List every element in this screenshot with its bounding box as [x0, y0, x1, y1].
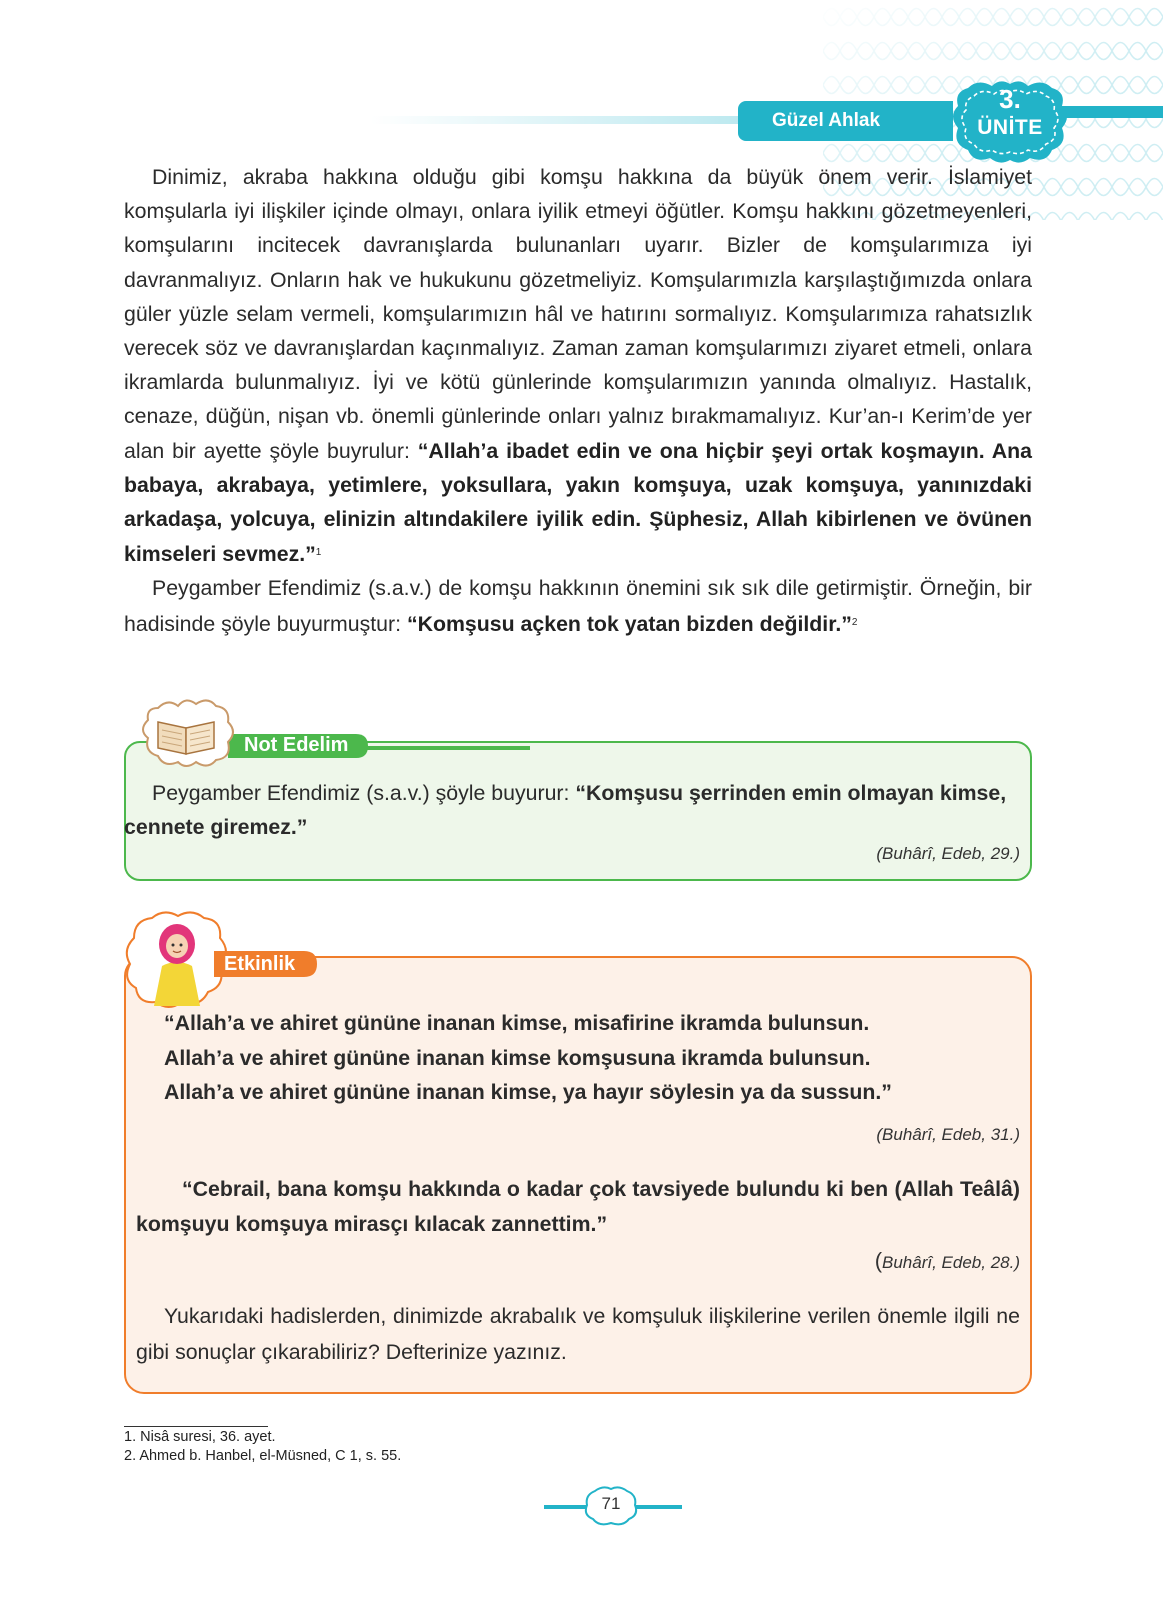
activity-quote-1: [164, 1006, 994, 1110]
activity-source-1: (Buhârî, Edeb, 31.): [876, 1125, 1020, 1144]
ayah-quote: “Allah’a ibadet edin ve ona hiçbir şeyi ortak koşmayın. Ana babaya, akrabaya, yetimlere, yoksullara, yakın komşuya, uzak komşuya, yanınızdaki arkadaşa, yolcuya, elinizin altındakilere iyilik edin. Şüphesiz, Allah kibirlenen ve övünen kimseleri sevmez.”: [124, 438, 1032, 567]
quote-1-line-2: Allah’a ve ahiret gününe inanan kimse komşusuna ikramda bulunsun.: [164, 1045, 871, 1070]
source-2-text: Buhârî, Edeb, 28.): [882, 1253, 1020, 1272]
footnote-1: 1. Nisâ suresi, 36. ayet.: [124, 1429, 276, 1445]
unit-number: 3.: [999, 84, 1021, 114]
open-book-icon: [138, 696, 238, 770]
body-text: [124, 160, 1032, 641]
note-text: [124, 776, 1030, 844]
question-text: Yukarıdaki hadislerden, dinimizde akrabalık ve komşuluk ilişkilerine verilen önemle ilgili ne gibi sonuçlar çıkarabiliriz? Defterinize yazınız.: [136, 1304, 1020, 1364]
footnote-2: 2. Ahmed b. Hanbel, el-Müsned, C 1, s. 55.: [124, 1448, 402, 1464]
quote-2-text: “Cebrail, bana komşu hakkında o kadar çok tavsiyede bulundu ki ben (Allah Teâlâ) komşuyu komşuya mirasçı kılacak zannettim.”: [136, 1177, 1020, 1236]
note-source: (Buhârî, Edeb, 29.): [876, 844, 1020, 863]
quote-1-line-3: Allah’a ve ahiret gününe inanan kimse, ya hayır söylesin ya da sussun.”: [164, 1080, 892, 1104]
quote-1-line-1: “Allah’a ve ahiret gününe inanan kimse, misafirine ikramda bulunsun.: [164, 1011, 870, 1035]
footnote-ref-1: 1: [315, 547, 322, 559]
paragraph-2-text: Peygamber Efendimiz (s.a.v.) de komşu hakkının önemini sık sık dile getirmiştir. Örneğin, bir hadisinde şöyle buyurmuştur:: [124, 576, 1032, 636]
note-intro: Peygamber Efendimiz (s.a.v.) şöyle buyurur:: [152, 781, 576, 805]
header-tail-bar: [1060, 106, 1163, 118]
section-title: Güzel Ahlak: [738, 101, 953, 141]
activity-quote-2: [136, 1172, 1020, 1242]
footnotes: [124, 1428, 401, 1466]
page-number: 71: [601, 1494, 621, 1513]
paragraph-1: [124, 160, 1032, 571]
source-2-paren: (: [874, 1248, 883, 1273]
note-title: Not Edelim: [244, 734, 349, 756]
activity-title: Etkinlik: [224, 953, 296, 975]
activity-question: [136, 1298, 1020, 1370]
activity-source-2: [700, 1248, 1020, 1274]
footnote-divider: [124, 1426, 268, 1427]
unit-label: [948, 84, 1072, 142]
unit-word: ÜNİTE: [977, 116, 1043, 139]
hadith-quote: “Komşusu açken tok yatan bizden değildir.”: [406, 611, 852, 636]
paragraph-2: [124, 571, 1032, 640]
paragraph-1-text: Dinimiz, akraba hakkına olduğu gibi komşu hakkına da büyük önem verir. İslamiyet komşularla iyi ilişkiler içinde olmayı, onlara iyilik etmeyi öğütler. Komşu hakkını gözetmeyenleri, komşularını incitecek davranışlarda bulunanları uyarır. Bizler de komşularımıza iyi davranmalıyız. Onların hak ve hukukunu gözetmeliyiz. Komşularımızla karşılaştığımızda onlara güler yüzle selam vermeli, komşularımızın hâl ve hatırını sormalıyız. Komşularımıza rahatsızlık verecek söz ve davranışlardan kaçınmalıyız. Zaman zaman komşularımızı ziyaret etmeli, onlara ikramlarda bulunmalıyız. İyi ve kötü günlerinde komşularımızın yanında olmalıyız. Hastalık, cenaze, düğün, nişan vb. önemli günlerinde onları yalnız bırakmamalıyız. Kur’an-ı Kerim’de yer alan bir ayette şöyle buyrulur:: [124, 165, 1032, 463]
note-quote: “Komşusu şerrinden emin olmayan kimse, cennete giremez.”: [124, 781, 1007, 839]
footnote-ref-2: 2: [851, 616, 858, 628]
header-gradient-line: [370, 116, 750, 124]
